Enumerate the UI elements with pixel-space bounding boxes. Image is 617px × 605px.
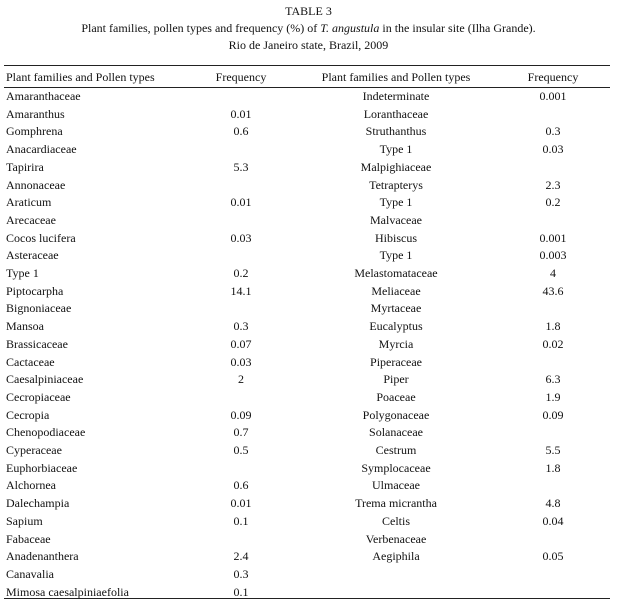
left-name-cell: Sapium	[6, 513, 43, 528]
caption-species: T. angustula	[320, 21, 380, 35]
caption-description	[0, 20, 617, 36]
table-row	[0, 442, 617, 460]
table-title: TABLE 3	[285, 4, 332, 18]
table-row	[0, 318, 617, 336]
right-frequency-cell: 0.03	[542, 142, 564, 157]
table-row	[0, 177, 617, 195]
right-frequency-cell: 0.2	[545, 195, 561, 210]
table-row	[0, 407, 617, 425]
left-name-cell: Cactaceae	[6, 354, 55, 369]
right-name-cell: Myrtaceae	[370, 301, 422, 316]
right-name-cell: Loranthaceae	[363, 106, 429, 121]
left-name-cell: Chenopodiaceae	[6, 425, 86, 440]
left-name-cell: Dalechampia	[6, 496, 70, 511]
right-frequency-cell: 0.001	[539, 89, 567, 103]
left-name-cell: Gomphrena	[6, 124, 63, 139]
table-row	[0, 354, 617, 372]
left-frequency-cell: 0.01	[230, 496, 252, 511]
right-frequency-cell: 4	[550, 266, 556, 280]
table-row	[0, 141, 617, 159]
table-row	[0, 230, 617, 248]
header-right-name: Plant families and Pollen types	[321, 70, 471, 84]
left-name-cell: Cyperaceae	[6, 443, 62, 457]
right-frequency-cell: 0.09	[542, 407, 564, 422]
table-row	[0, 531, 617, 549]
right-name-cell: Celtis	[381, 513, 410, 528]
right-frequency-cell: 0.003	[539, 248, 567, 263]
left-frequency-cell: 0.09	[230, 407, 252, 422]
left-name-cell: Cocos lucifera	[6, 230, 76, 245]
left-frequency-cell: 0.03	[230, 354, 252, 369]
left-name-cell: Canavalia	[6, 566, 54, 581]
right-name-cell: Meliaceae	[371, 283, 421, 298]
left-name-cell: Mansoa	[6, 319, 44, 334]
right-frequency-cell: 0.02	[542, 336, 564, 351]
left-frequency-cell: 0.07	[230, 336, 252, 351]
left-name-cell: Anacardiaceae	[6, 142, 77, 157]
left-name-cell: Cecropia	[6, 407, 50, 422]
left-frequency-cell: 0.01	[230, 195, 252, 210]
left-name-cell: Anadenanthera	[6, 549, 79, 564]
table-row	[0, 88, 617, 106]
left-frequency-cell: 0.03	[230, 230, 252, 245]
table-row	[0, 460, 617, 478]
table-row	[0, 371, 617, 389]
left-frequency-cell: 0.01	[230, 106, 252, 121]
left-name-cell: Amaranthaceae	[6, 89, 81, 103]
table-row	[0, 495, 617, 513]
table-row	[0, 336, 617, 354]
table-row	[0, 212, 617, 230]
left-name-cell: Cecropiaceae	[6, 389, 71, 404]
left-name-cell: Alchornea	[6, 478, 56, 493]
right-name-cell: Type 1	[379, 195, 413, 210]
right-name-cell: Type 1	[379, 248, 413, 263]
left-name-cell: Mimosa caesalpiniaefolia	[6, 584, 129, 599]
left-frequency-cell: 5.3	[233, 159, 249, 174]
left-frequency-cell: 2.4	[233, 549, 249, 564]
right-name-cell: Ulmaceae	[372, 478, 420, 493]
table-row	[0, 123, 617, 141]
caption-suffix: in the insular site (Ilha Grande).	[379, 21, 536, 35]
table-row	[0, 265, 617, 283]
right-name-cell: Poaceae	[376, 389, 416, 404]
left-name-cell: Fabaceae	[6, 531, 51, 546]
right-name-cell: Polygonaceae	[362, 407, 430, 422]
right-name-cell: Solanaceae	[369, 425, 423, 440]
right-frequency-cell: 43.6	[542, 283, 564, 298]
left-frequency-cell: 0.1	[233, 513, 249, 528]
right-name-cell: Myrcia	[378, 336, 414, 351]
top-rule	[4, 65, 610, 66]
right-name-cell: Melastomataceae	[354, 266, 438, 280]
right-name-cell: Verbenaceae	[365, 531, 427, 546]
left-frequency-cell: 0.6	[233, 478, 249, 493]
right-frequency-cell: 2.3	[545, 177, 561, 192]
right-name-cell: Aegiphila	[372, 549, 420, 564]
left-name-cell: Type 1	[6, 266, 39, 280]
right-frequency-cell: 1.9	[545, 389, 561, 404]
table-row	[0, 300, 617, 318]
right-frequency-cell: 1.8	[545, 460, 561, 475]
right-name-cell: Indeterminate	[362, 89, 430, 103]
right-name-cell: Piperaceae	[370, 354, 422, 369]
left-name-cell: Annonaceae	[6, 177, 66, 192]
left-name-cell: Asteraceae	[6, 248, 59, 263]
left-name-cell: Araticum	[6, 195, 52, 210]
left-frequency-cell: 0.1	[233, 584, 249, 599]
table-row	[0, 548, 617, 566]
table-row	[0, 513, 617, 531]
left-frequency-cell: 0.3	[233, 319, 249, 334]
right-name-cell: Hibiscus	[375, 230, 417, 245]
right-frequency-cell: 0.001	[539, 230, 567, 245]
left-name-cell: Euphorbiaceae	[6, 460, 78, 475]
left-name-cell: Piptocarpha	[6, 283, 64, 298]
left-frequency-cell: 0.3	[233, 566, 249, 581]
table-row	[0, 566, 617, 584]
left-frequency-cell: 0.5	[233, 443, 249, 457]
table-row	[0, 159, 617, 177]
left-name-cell: Caesalpiniaceae	[6, 372, 84, 387]
right-frequency-cell: 0.05	[542, 549, 564, 564]
left-name-cell: Bignoniaceae	[6, 301, 72, 316]
right-name-cell: Piper	[383, 372, 409, 387]
left-frequency-cell: 0.7	[233, 425, 249, 440]
right-frequency-cell: 1.8	[545, 319, 561, 334]
right-name-cell: Eucalyptus	[369, 319, 423, 334]
table-row	[0, 477, 617, 495]
table-row	[0, 389, 617, 407]
header-left-name: Plant families and Pollen types	[6, 70, 155, 84]
bottom-rule	[4, 598, 610, 599]
right-name-cell: Trema micrantha	[355, 496, 437, 511]
right-frequency-cell: 0.3	[545, 124, 561, 139]
table-row	[0, 106, 617, 124]
right-frequency-cell: 6.3	[545, 372, 561, 387]
header-left-frequency: Frequency	[215, 70, 267, 84]
left-frequency-cell: 0.6	[233, 124, 249, 139]
left-name-cell: Arecaceae	[6, 212, 56, 227]
right-name-cell: Cestrum	[375, 443, 417, 457]
right-frequency-cell: 0.04	[542, 513, 564, 528]
left-frequency-cell: 0.2	[233, 266, 249, 280]
table-row	[0, 424, 617, 442]
left-name-cell: Amaranthus	[6, 106, 65, 121]
left-frequency-cell: 14.1	[230, 283, 252, 298]
left-name-cell: Brassicaceae	[6, 336, 68, 351]
left-name-cell: Tapirira	[6, 159, 44, 174]
left-frequency-cell: 2	[238, 372, 244, 387]
right-name-cell: Struthanthus	[365, 124, 427, 139]
right-frequency-cell: 4.8	[545, 496, 561, 511]
header-right-frequency: Frequency	[527, 70, 579, 84]
table-row	[0, 283, 617, 301]
caption-prefix: Plant families, pollen types and frequency (%) of	[81, 21, 321, 35]
right-name-cell: Malvaceae	[370, 212, 422, 227]
table-row	[0, 194, 617, 212]
right-name-cell: Malpighiaceae	[360, 159, 432, 174]
right-name-cell: Tetrapterys	[369, 177, 423, 192]
caption-location: Rio de Janeiro state, Brazil, 2009	[228, 38, 389, 52]
right-frequency-cell: 5.5	[545, 443, 561, 457]
right-name-cell: Type 1	[379, 142, 413, 157]
right-name-cell: Symplocaceae	[361, 460, 431, 475]
table-row	[0, 247, 617, 265]
